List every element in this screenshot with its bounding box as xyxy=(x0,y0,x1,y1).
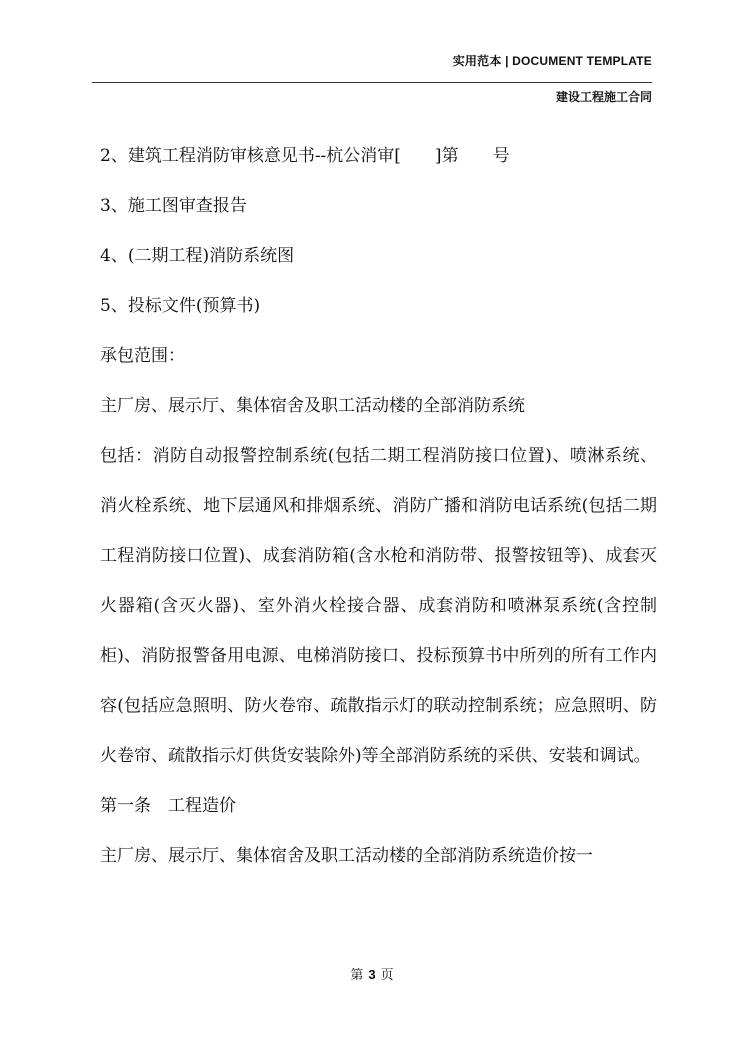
page-prefix: 第 xyxy=(350,968,364,983)
paragraph-item-4: 4、(二期工程)消防系统图 xyxy=(100,246,295,266)
page-number: 3 xyxy=(368,967,376,982)
article-text: 主厂房、展示厅、集体宿舍及职工活动楼的全部消防系统造价按一 xyxy=(100,846,593,866)
paragraph-item-5: 5、投标文件(预算书) xyxy=(100,296,261,316)
header-subtitle: 建设工程施工合同 xyxy=(555,90,652,104)
article-heading: 第一条 工程造价 xyxy=(100,796,236,816)
scope-summary: 主厂房、展示厅、集体宿舍及职工活动楼的全部消防系统 xyxy=(100,396,525,416)
page-suffix: 页 xyxy=(380,968,394,983)
header-divider xyxy=(92,82,652,83)
paragraph-item-2: 2、建筑工程消防审核意见书--杭公消审[ ]第 号 xyxy=(100,146,510,166)
scope-details: 包括：消防自动报警控制系统(包括二期工程消防接口位置)、喷淋系统、消火栓系统、地下层通风和排烟系统、消防广播和消防电话系统(包括二期工程消防接口位置)、成套消防箱(含水枪和消防带、报警按钮等)、成套灭火器箱(含灭火器)、室外消火栓接合器、成套消防和喷淋泵系统(含控制柜)、消防报警备用电源、电梯消防接口、投标预算书中所列的所有工作内容(包括应急照明、防火卷帘、疏散指示灯的联动控制系统；应急照明、防火卷帘、疏散指示灯供货安装除外)等全部消防系统的采供、安装和调试。 xyxy=(100,446,657,766)
document-body xyxy=(100,138,657,874)
scope-heading: 承包范围： xyxy=(100,346,185,366)
page-footer xyxy=(0,964,744,983)
paragraph-item-3: 3、施工图审查报告 xyxy=(100,196,247,216)
header-title: 实用范本 | DOCUMENT TEMPLATE xyxy=(452,54,652,68)
